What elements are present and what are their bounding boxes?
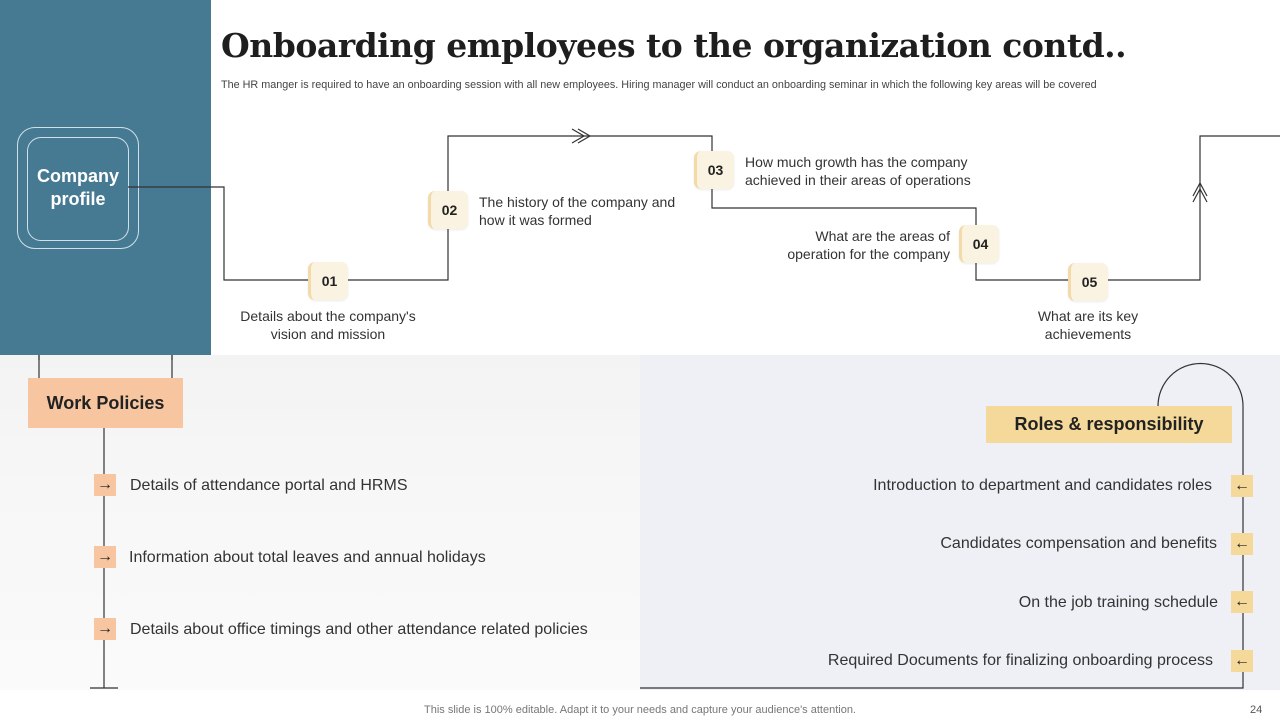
arrow-right-icon: → [94,618,116,640]
policy-item-3: Details about office timings and other attendance related policies [130,621,588,638]
roles-heading: Roles & responsibility [986,406,1232,443]
arrow-left-icon: ← [1231,591,1253,613]
step-text-03: How much growth has the company achieved in their areas of operations [745,154,971,188]
step-badge-01: 01 [308,262,348,300]
role-item-3: On the job training schedule [1018,594,1218,611]
policy-item-2: Information about total leaves and annual holidays [129,549,486,566]
page-title: Onboarding employees to the organization contd.. [221,26,1127,65]
page-number: 24 [1250,704,1263,716]
step-text-04: What are the areas of operation for the company [787,228,950,262]
step-badge-05: 05 [1068,263,1108,301]
step-text-01: Details about the company's vision and mission [240,308,416,342]
arrow-left-icon: ← [1231,650,1253,672]
arrow-right-icon: → [94,474,116,496]
company-profile-label: Company profile [36,166,119,209]
role-item-1: Introduction to department and candidates roles [873,477,1212,494]
step-badge-04: 04 [959,225,999,263]
policy-item-1: Details of attendance portal and HRMS [130,477,408,494]
work-policies-heading: Work Policies [28,378,183,428]
footer-note: This slide is 100% editable. Adapt it to your needs and capture your audience's attention. [424,704,856,716]
role-item-2: Candidates compensation and benefits [940,535,1217,552]
arrow-left-icon: ← [1231,475,1253,497]
step-badge-03: 03 [694,151,734,189]
arrow-right-icon: → [94,546,116,568]
arrow-left-icon: ← [1231,533,1253,555]
step-text-02: The history of the company and how it was formed [479,194,676,228]
step-text-05: What are its key achievements [1037,308,1139,342]
step-badge-02: 02 [428,191,468,229]
role-item-4: Required Documents for finalizing onboarding process [827,652,1213,669]
page-subtitle: The HR manger is required to have an onboarding session with all new employees. Hiring manager will conduct an onboarding seminar in which the following key areas will be covered [221,79,1097,91]
